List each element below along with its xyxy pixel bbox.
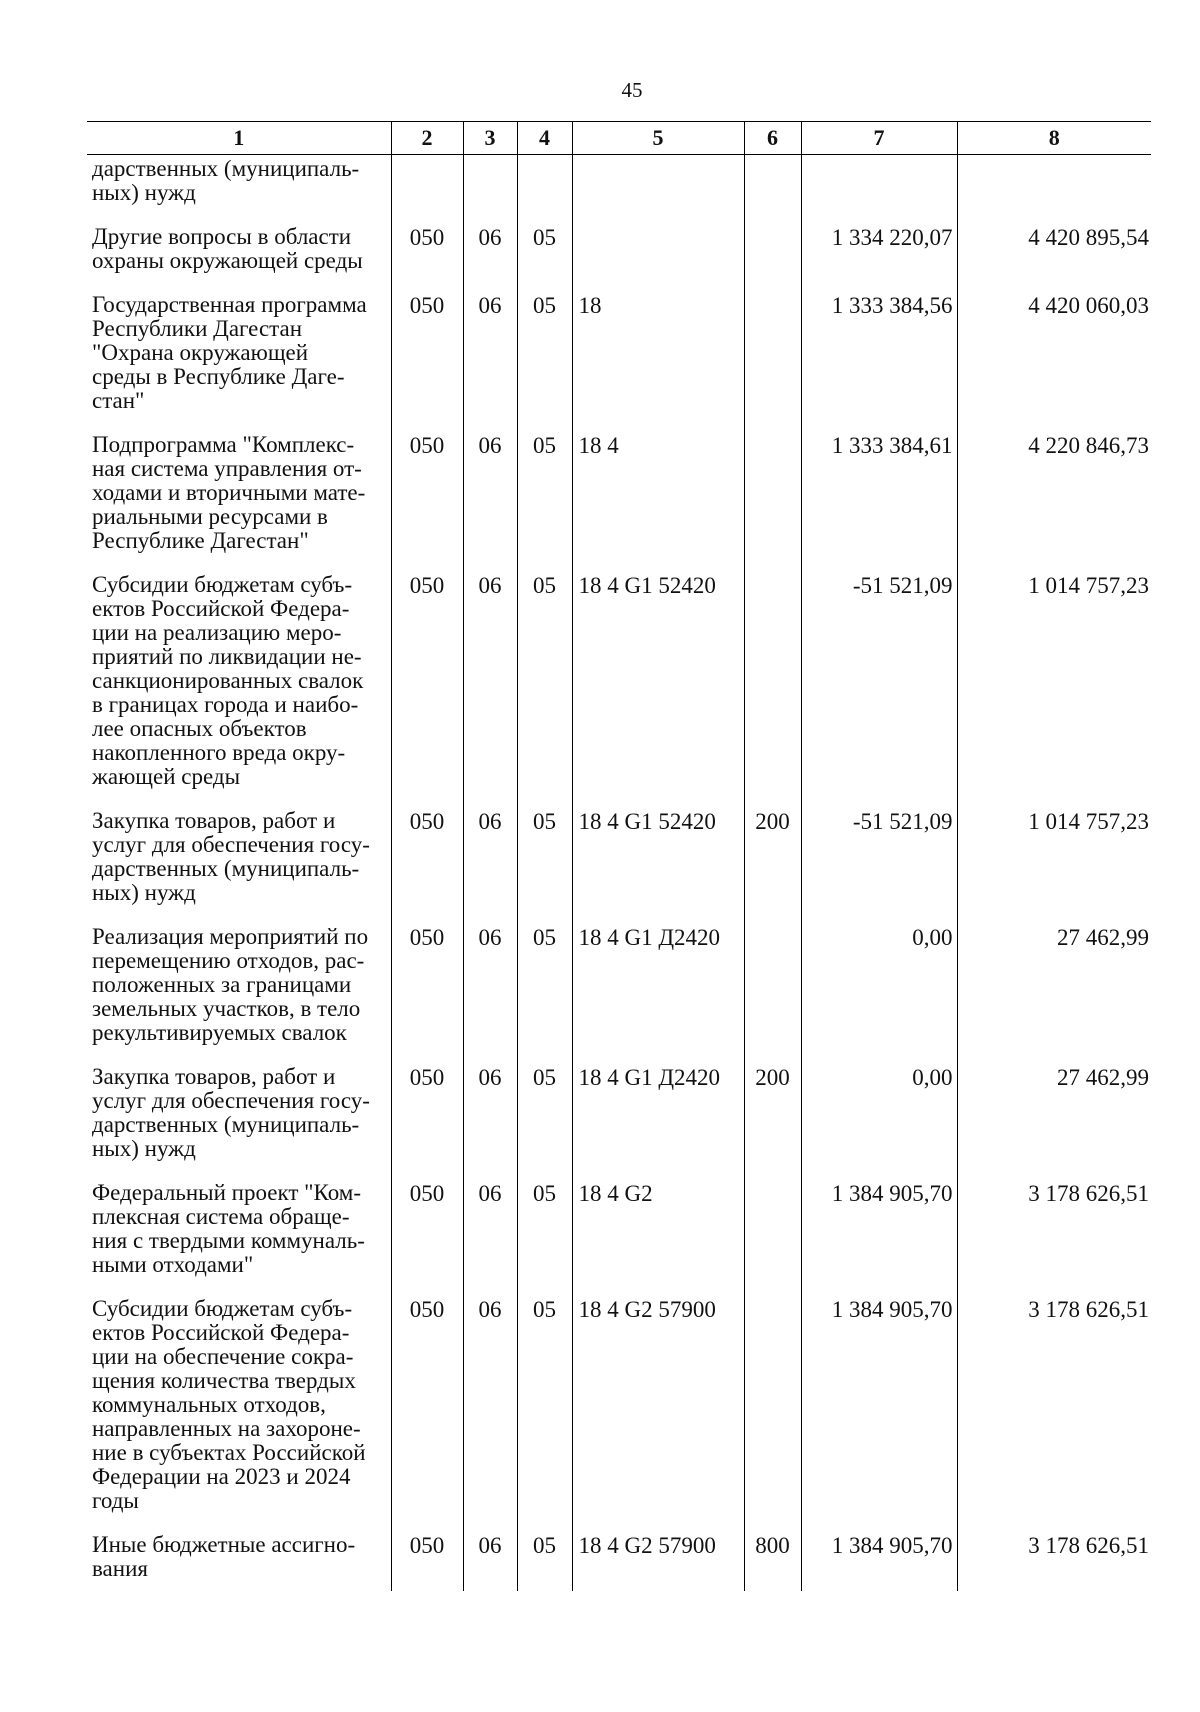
- table-row: [87, 809, 1151, 925]
- amount-change-cell: 0,00: [801, 1065, 957, 1181]
- admin-code-cell: 050: [391, 225, 463, 293]
- amount-total-cell: 1 014 757,23: [957, 573, 1151, 809]
- section-cell: 06: [463, 1297, 517, 1533]
- subsection-cell: 05: [517, 1297, 572, 1533]
- table-header-row: [87, 122, 1151, 155]
- amount-total-cell: 1 014 757,23: [957, 809, 1151, 925]
- target-article-cell: 18 4 G2 57900: [572, 1533, 744, 1591]
- name-cell: Субсидии бюджетам субъ- ектов Российской Федера- ции на реализацию меро- приятий по ликвидации не- санкционированных свалок в границах города и наибо- лее опасных объектов накопленного вреда окру- жающей среды: [92, 572, 364, 789]
- column-header-1: 1: [87, 122, 391, 155]
- subsection-cell: 05: [517, 293, 572, 433]
- section-cell: [463, 155, 517, 226]
- amount-change-cell: 1 384 905,70: [801, 1533, 957, 1591]
- amount-change-cell: 0,00: [801, 925, 957, 1065]
- amount-change-cell: 1 333 384,61: [801, 433, 957, 573]
- expense-type-cell: [744, 293, 801, 433]
- page-number: 45: [621, 78, 643, 102]
- subsection-cell: 05: [517, 1181, 572, 1297]
- amount-change-cell: [801, 155, 957, 226]
- target-article-cell: 18 4 G1 52420: [572, 573, 744, 809]
- target-article-cell: 18 4 G1 Д2420: [572, 1065, 744, 1181]
- amount-total-cell: 4 220 846,73: [957, 433, 1151, 573]
- name-cell: Другие вопросы в области охраны окружающей среды: [92, 224, 363, 273]
- admin-code-cell: [391, 155, 463, 226]
- subsection-cell: 05: [517, 433, 572, 573]
- target-article-cell: 18: [572, 293, 744, 433]
- table-row: [87, 1533, 1151, 1591]
- expense-type-cell: [744, 573, 801, 809]
- amount-total-cell: 3 178 626,51: [957, 1181, 1151, 1297]
- target-article-cell: 18 4 G1 Д2420: [572, 925, 744, 1065]
- table-row: [87, 1297, 1151, 1533]
- admin-code-cell: 050: [391, 293, 463, 433]
- amount-total-cell: [957, 155, 1151, 226]
- column-header-6: 6: [744, 122, 801, 155]
- table-row: [87, 293, 1151, 433]
- admin-code-cell: 050: [391, 1297, 463, 1533]
- target-article-cell: [572, 225, 744, 293]
- expense-type-cell: [744, 925, 801, 1065]
- table-row: [87, 925, 1151, 1065]
- name-cell: Субсидии бюджетам субъ- ектов Российской Федера- ции на обеспечение сокра- щения количества твердых коммунальных отходов, направленных на захороне- ние в субъектах Российской Федерации на 2023 и 2024 годы: [92, 1296, 366, 1513]
- admin-code-cell: 050: [391, 1533, 463, 1591]
- expense-type-cell: 200: [744, 1065, 801, 1181]
- subsection-cell: 05: [517, 925, 572, 1065]
- admin-code-cell: 050: [391, 925, 463, 1065]
- expense-type-cell: [744, 225, 801, 293]
- expense-type-cell: [744, 433, 801, 573]
- section-cell: 06: [463, 809, 517, 925]
- name-cell: Реализация мероприятий по перемещению отходов, рас- положенных за границами земельных участков, в тело рекультивируемых свалок: [92, 924, 369, 1045]
- target-article-cell: 18 4: [572, 433, 744, 573]
- admin-code-cell: 050: [391, 809, 463, 925]
- subsection-cell: 05: [517, 1065, 572, 1181]
- table-row: [87, 1065, 1151, 1181]
- expense-type-cell: [744, 1297, 801, 1533]
- subsection-cell: 05: [517, 573, 572, 809]
- admin-code-cell: 050: [391, 1065, 463, 1181]
- name-cell: дарственных (муниципаль- ных) нужд: [92, 156, 360, 205]
- amount-change-cell: 1 384 905,70: [801, 1297, 957, 1533]
- target-article-cell: 18 4 G2 57900: [572, 1297, 744, 1533]
- amount-total-cell: 3 178 626,51: [957, 1297, 1151, 1533]
- name-cell: Закупка товаров, работ и услуг для обеспечения госу- дарственных (муниципаль- ных) нужд: [92, 1064, 370, 1161]
- section-cell: 06: [463, 1065, 517, 1181]
- expense-type-cell: [744, 155, 801, 226]
- amount-total-cell: 27 462,99: [957, 1065, 1151, 1181]
- expense-type-cell: 800: [744, 1533, 801, 1591]
- subsection-cell: 05: [517, 809, 572, 925]
- section-cell: 06: [463, 925, 517, 1065]
- target-article-cell: 18 4 G1 52420: [572, 809, 744, 925]
- section-cell: 06: [463, 225, 517, 293]
- section-cell: 06: [463, 573, 517, 809]
- column-header-8: 8: [957, 122, 1151, 155]
- amount-change-cell: 1 334 220,07: [801, 225, 957, 293]
- section-cell: 06: [463, 1181, 517, 1297]
- target-article-cell: [572, 155, 744, 226]
- table-row: [87, 155, 1151, 226]
- subsection-cell: 05: [517, 1533, 572, 1591]
- section-cell: 06: [463, 293, 517, 433]
- admin-code-cell: 050: [391, 433, 463, 573]
- column-header-4: 4: [517, 122, 572, 155]
- amount-total-cell: 27 462,99: [957, 925, 1151, 1065]
- column-header-7: 7: [801, 122, 957, 155]
- column-header-5: 5: [572, 122, 744, 155]
- table-row: [87, 433, 1151, 573]
- amount-total-cell: 4 420 895,54: [957, 225, 1151, 293]
- table-row: [87, 573, 1151, 809]
- section-cell: 06: [463, 433, 517, 573]
- expense-type-cell: 200: [744, 809, 801, 925]
- subsection-cell: 05: [517, 225, 572, 293]
- column-header-2: 2: [391, 122, 463, 155]
- admin-code-cell: 050: [391, 1181, 463, 1297]
- amount-change-cell: 1 333 384,56: [801, 293, 957, 433]
- amount-change-cell: 1 384 905,70: [801, 1181, 957, 1297]
- target-article-cell: 18 4 G2: [572, 1181, 744, 1297]
- table-row: [87, 225, 1151, 293]
- table-body: [87, 155, 1151, 1592]
- subsection-cell: [517, 155, 572, 226]
- name-cell: Подпрограмма "Комплекс- ная система управления от- ходами и вторичными мате- риальными ресурсами в Республике Дагестан": [92, 432, 366, 553]
- table-row: [87, 1181, 1151, 1297]
- column-header-3: 3: [463, 122, 517, 155]
- amount-total-cell: 3 178 626,51: [957, 1533, 1151, 1591]
- amount-change-cell: -51 521,09: [801, 809, 957, 925]
- name-cell: Закупка товаров, работ и услуг для обеспечения госу- дарственных (муниципаль- ных) нужд: [92, 808, 370, 905]
- budget-table: [87, 121, 1151, 1591]
- name-cell: Иные бюджетные ассигно- вания: [92, 1532, 356, 1581]
- admin-code-cell: 050: [391, 573, 463, 809]
- expense-type-cell: [744, 1181, 801, 1297]
- name-cell: Федеральный проект "Ком- плексная система обраще- ния с твердыми коммуналь- ными отходами": [92, 1180, 365, 1277]
- section-cell: 06: [463, 1533, 517, 1591]
- name-cell: Государственная программа Республики Дагестан "Охрана окружающей среды в Республике Даге- стан": [92, 292, 367, 413]
- amount-total-cell: 4 420 060,03: [957, 293, 1151, 433]
- amount-change-cell: -51 521,09: [801, 573, 957, 809]
